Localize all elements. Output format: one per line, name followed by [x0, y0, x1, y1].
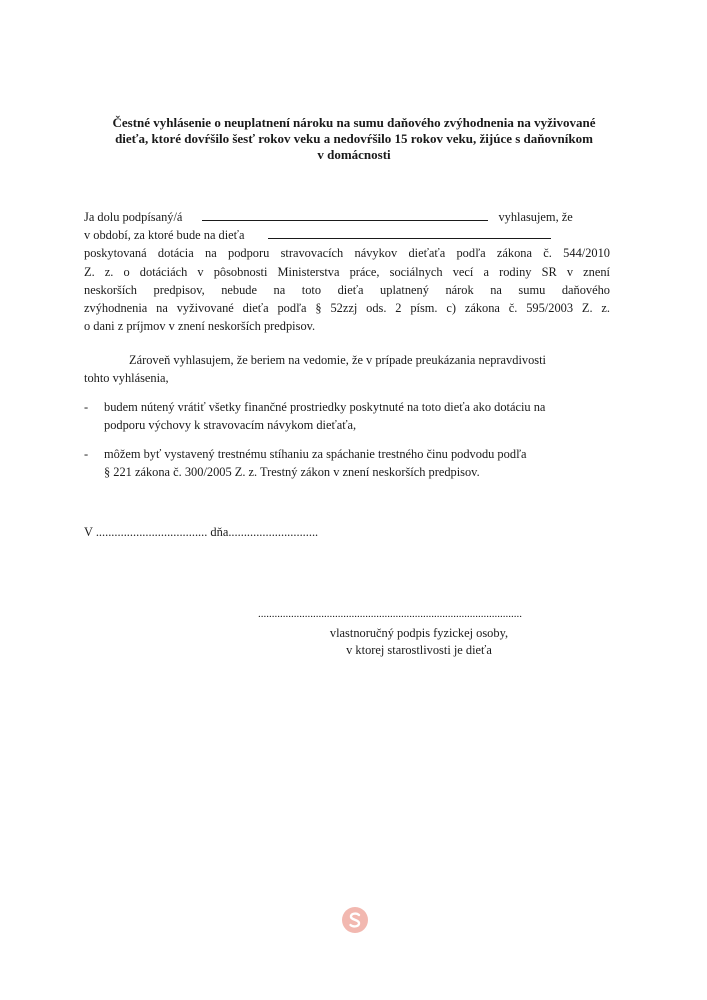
s-logo-icon	[341, 906, 369, 934]
signature-dotted-line: ................................................................................................	[258, 608, 522, 620]
signature-caption	[258, 625, 580, 659]
bullet-line: budem nútený vrátiť všetky finančné prostriedky poskytnuté na toto dieťa ako dotáciu na	[104, 400, 546, 414]
declaration-line: neskorších predpisov, nebude na toto dieťa uplatnený nárok na sumu daňového	[84, 282, 610, 297]
declarant-label: Ja dolu podpísaný/á	[84, 210, 183, 224]
name-blank	[202, 209, 488, 221]
signature-caption-line: vlastnoručný podpis fyzickej osoby,	[329, 626, 509, 640]
title-line: v domácnosti	[317, 147, 391, 162]
document-title	[78, 115, 630, 163]
bullet-dash: -	[84, 400, 89, 414]
place-date-line: V .................................... dňa.............................	[84, 525, 319, 539]
bullet-line: podporu výchovy k stravovacím návykom dieťaťa,	[104, 418, 357, 433]
declaration-line-1	[84, 208, 610, 226]
bullet-dash: -	[84, 447, 89, 461]
declare-text: vyhlasujem, že	[498, 210, 573, 224]
declaration-line: Z. z. o dotáciách v pôsobnosti Ministerstva práce, sociálnych vecí a rodiny SR v znení	[84, 264, 610, 279]
title-line: Čestné vyhlásenie o neuplatnení nároku na sumu daňového zvýhodnenia na vyživované	[112, 115, 596, 130]
declaration-paragraph	[84, 208, 610, 335]
declaration-line-2	[84, 226, 610, 244]
signature-caption-line: v ktorej starostlivosti je dieťa	[346, 643, 492, 657]
bullet-line: môžem byť vystavený trestnému stíhaniu za spáchanie trestného činu podvodu podľa	[104, 447, 527, 461]
bullet-line: § 221 zákona č. 300/2005 Z. z. Trestný zákon v znení neskorších predpisov.	[104, 465, 480, 480]
declaration-line: o dani z príjmov v znení neskorších predpisov.	[84, 319, 316, 334]
title-line: dieťa, ktoré dovŕšilo šesť rokov veku a nedovŕšilo 15 rokov veku, žijúce s daňovníkom	[115, 131, 593, 146]
declaration-line: poskytovaná dotácia na podporu stravovacích návykov dieťaťa podľa zákona č. 544/2010	[84, 246, 610, 261]
acknowledgement-line: Zároveň vyhlasujem, že beriem na vedomie, že v prípade preukázania nepravdivosti	[129, 353, 546, 367]
period-label: v období, za ktoré bude na dieťa	[84, 228, 245, 243]
acknowledgement-line: tohto vyhlásenia,	[84, 371, 169, 386]
declaration-line: zvýhodnenia na vyživované dieťa podľa § 52zzj ods. 2 písm. c) zákona č. 595/2003 Z. z.	[84, 301, 610, 316]
child-name-blank	[268, 227, 551, 239]
acknowledgement-paragraph	[84, 351, 610, 387]
